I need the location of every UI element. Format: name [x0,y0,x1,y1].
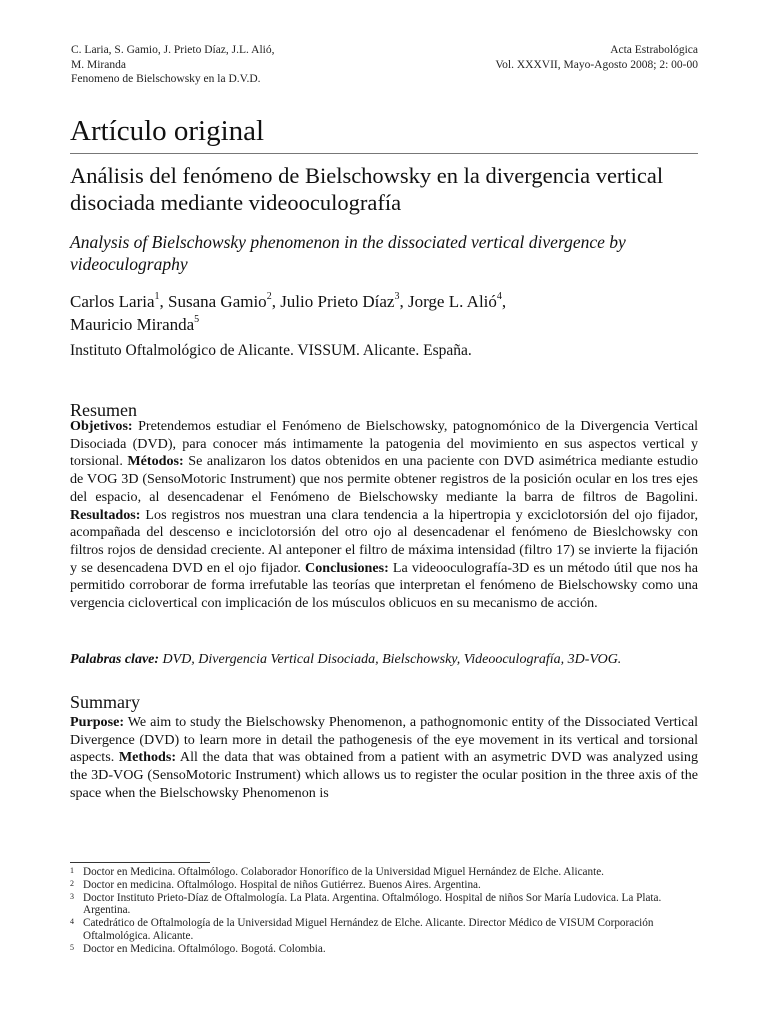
title-spanish: Análisis del fenómeno de Bielschowsky en la divergencia vertical disociada mediante videooculografía [70,163,664,215]
footnote [70,917,710,943]
author-name: Mauricio Miranda [70,315,195,334]
footnote-number: 3 [70,891,74,901]
metodos-label: Métodos: [127,453,184,470]
footnote-text: Doctor en medicina. Oftalmólogo. Hospital de niños Gutiérrez. Buenos Aires. Argentina. [83,878,481,891]
footnotes [70,866,710,956]
author-name: Julio Prieto Díaz [280,292,395,311]
methods-label: Methods: [118,749,177,766]
running-header-journal [398,43,698,72]
header-line: C. Laria, S. Gamio, J. Prieto Díaz, J.L. Alió, [71,44,275,56]
footnote-text: Doctor en Medicina. Oftalmólogo. Colaborador Honorífico de la Universidad Miguel Hernández de Elche. Alicante. [83,866,604,878]
author-affiliation-marker: 1 [154,291,160,303]
title-english: Analysis of Bielschowsky phenomenon in the dissociated vertical divergence by videoculography [70,232,626,274]
summary-body [70,714,698,803]
conclusiones-label: Conclusiones: [305,559,389,576]
footnote-text: Catedrático de Oftalmología de la Universidad Miguel Hernández de Elche. Alicante. Director Médico de VISUM Corporación Oftalmológica. Alicante. [83,917,654,942]
objetivos-text: Pretendemos estudiar el Fenómeno de Bielschowsky, patognomónico de la Divergencia Vertical Disociada (DVD), para conocer más intimamente la patogenia del movimiento en sus aspectos vertical y torsional. [70,418,698,470]
author-name: Jorge L. Alió [407,292,497,311]
author-list [70,290,710,336]
footnote [70,879,710,892]
footnote-number: 2 [70,878,74,888]
keywords-label: Palabras clave: [70,652,160,667]
footnote [70,943,710,956]
methods-text: All the data that was obtained from a patient with an asymetric DVD was analyzed using the 3D-VOG (SensoMotoric Instrument) which allows us to register the ocular position in the three axis of the space when the Bielschowsky Phenomenon is [70,749,698,801]
institution: Instituto Oftalmológico de Alicante. VISSUM. Alicante. España. [70,342,472,359]
author-affiliation-marker: 3 [394,291,400,303]
keywords [70,651,720,669]
article-type-label: Artículo original [70,115,265,147]
purpose-label: Purpose: [70,714,125,730]
footnote [70,892,710,918]
resultados-text: Los registros nos muestran una clara tendencia a la hipertropia y exciclotorsión del ojo fijador, acompañada del descenso e inciclotorsión del otro ojo al desencadenar el fenómeno de Bieslchowsky con filtros rojos de densidad creciente. Al anteponer el filtro de máxima intensidad (filtro 17) se invierte la fijación y se desencadena DVD en el ojo fijador. [70,506,698,576]
journal-volume: Vol. XXXVII, Mayo-Agosto 2008; 2: 00-00 [495,58,698,71]
purpose-text: We aim to study the Bielschowsky Phenomenon, a pathognomonic entity of the Dissociated Vertical Divergence (DVD) to learn more in detail the pathogenesis of the eye movement in its vertical and torsional aspects. [70,714,698,766]
journal-name: Acta Estrabológica [610,44,698,56]
footnote-divider [70,862,210,863]
objetivos-label: Objetivos: [70,418,133,434]
resumen-heading: Resumen [70,400,137,420]
footnote-number: 5 [70,942,74,952]
summary-heading: Summary [70,692,140,712]
header-line: Fenomeno de Bielschowsky en la D.V.D. [71,73,261,85]
author-name: Susana Gamio [168,292,267,311]
header-line: M. Miranda [71,58,126,71]
author-affiliation-marker: 4 [496,291,502,303]
footnote-number: 4 [70,917,74,927]
conclusiones-text: La videooculografía-3D es un método útil que nos ha permitido corroborar de forma irrefutable las teorías que interpretan el fenómeno de Bielschowsky como una vergencia ciclovertical con implicación de los músculos oblicuos en su mecanismo de acción. [70,559,698,612]
author-separator: , [501,292,507,311]
keywords-text: DVD, Divergencia Vertical Disociada, Bielschowsky, Videooculografía, 3D-VOG. [159,652,622,667]
footnote-number: 1 [70,866,74,875]
author-separator: , [159,292,168,311]
author-separator: , [271,292,281,311]
resumen-body [70,418,698,613]
author-separator: , [399,292,408,311]
footnote-text: Doctor en Medicina. Oftalmólogo. Bogotá. Colombia. [83,942,326,955]
resultados-label: Resultados: [70,506,141,523]
metodos-text: Se analizaron los datos obtenidos en una paciente con DVD asimétrica mediante estudio de VOG 3D (SensoMotoric Instrument) que nos permite obtener registros de la posición ocular en los tres ejes del espacio, al desencadenar el Fenómeno de Bielschowsky mediante la barra de filtros de Bagolini. [70,453,698,505]
title-divider [70,153,698,154]
author-affiliation-marker: 2 [266,291,272,303]
running-header-authors [71,43,411,87]
author-affiliation-marker: 5 [194,314,200,326]
footnote-text: Doctor Instituto Prieto-Díaz de Oftalmología. La Plata. Argentina. Oftalmólogo. Hospital de niños Sor María Ludovica. La Plata. Argentina. [83,891,662,917]
footnote [70,866,710,879]
author-name: Carlos Laria [70,292,155,311]
